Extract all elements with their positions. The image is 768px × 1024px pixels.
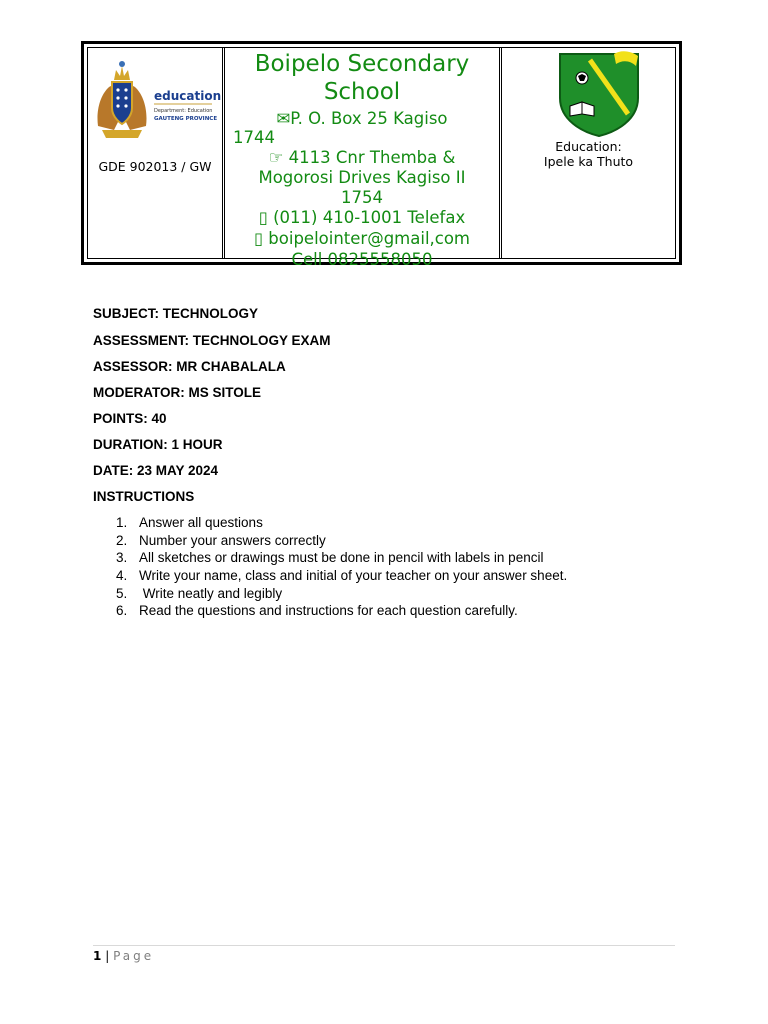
date-field: DATE: 23 MAY 2024 [93,463,219,478]
motto-line2: Ipele ka Thuto [543,154,634,169]
letterhead [81,41,682,269]
instructions-list [116,514,567,620]
list-item: 6. Read the questions and instructions for each question carefully. [116,603,518,619]
cell: Cell 0825558050 [291,250,433,269]
address-line2: Mogorosi Drives Kagiso II [258,168,466,187]
list-item: 4. Write your name, class and initial of your teacher on your answer sheet. [116,568,568,584]
assessment-field: ASSESSMENT: TECHNOLOGY EXAM [93,333,331,348]
email: ▯ boipelointer@gmail,com [253,229,471,248]
letterhead-middle-column [225,48,502,269]
moderator-field: MODERATOR: MS SITOLE [93,385,262,400]
list-item: 1. Answer all questions [116,515,263,530]
page-footer [93,949,154,963]
letterhead-right-column [502,48,675,258]
school-crest-logo [556,50,642,138]
address-line1: ☞ 4113 Cnr Themba & [268,148,456,167]
duration-field: DURATION: 1 HOUR [93,437,223,452]
school-name [225,50,499,106]
school-name-line1: Boipelo Secondary [254,51,470,77]
assessor-field: ASSESSOR: MR CHABALALA [93,359,286,374]
gde-coat-of-arms-logo [94,56,222,140]
motto-line1: Education: [555,139,622,154]
po-box-line1: ✉P. O. Box 25 Kagiso [276,109,448,128]
list-item: 2. Number your answers correctly [116,532,326,548]
telefax: ▯ (011) 410-1001 Telefax [258,208,466,227]
svg-text:education: education [154,89,222,103]
address-line3: 1754 [341,188,383,207]
footer-separator: | [105,949,110,963]
svg-text:GAUTENG PROVINCE: GAUTENG PROVINCE [154,116,218,122]
letterhead-inner [87,47,676,269]
page-label: Page [113,949,155,963]
school-name-line2: School [323,79,401,105]
po-box-line2: 1744 [233,128,275,147]
subject-field: SUBJECT: TECHNOLOGY [93,306,259,321]
instructions-heading: INSTRUCTIONS [93,489,195,504]
footer-rule [93,945,675,946]
points-field: POINTS: 40 [93,411,167,426]
list-item: 3. All sketches or drawings must be done in pencil with labels in pencil [116,550,544,566]
gde-code: GDE 902013 / GW [98,159,212,174]
svg-text:Department: Education: Department: Education [154,108,213,114]
page-number: 1 [93,949,102,963]
letterhead-left-column [88,48,225,258]
list-item: 5. Write neatly and legibly [116,585,283,601]
